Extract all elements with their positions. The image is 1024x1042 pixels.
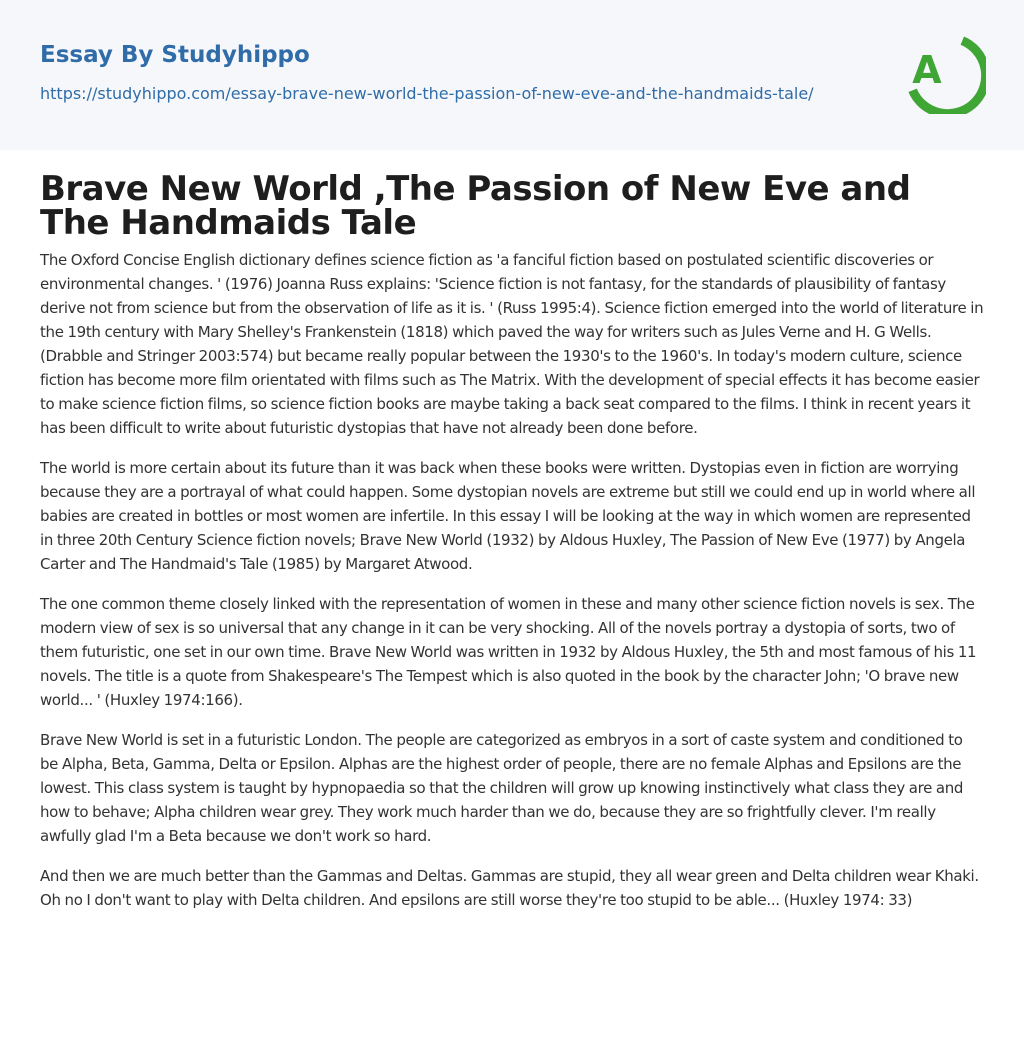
essay-paragraph-4: Brave New World is set in a futuristic London. The people are categorized as embryos in a sort of caste system and conditioned to be Alpha, Beta, Gamma, Delta or Epsilon. Alphas are the highest order of people, there are no female Alphas and Epsilons are the lowest. This class system is taught by hypnopaedia so that the children will grow up knowing instinctively what class they are and how to behave; Alpha children wear grey. They work much harder than we do, because they are so frightfully clever. I'm really awfully glad I'm a Beta because we don't work so hard. bbox=[40, 731, 964, 845]
essay-paragraph-2: The world is more certain about its future than it was back when these books were written. Dystopias even in fiction are worrying because they are a portrayal of what could happen. Some dystopian novels are extreme but still we could end up in world where all babies are created in bottles or most women are infertile. In this essay I will be looking at the way in which women are represented in three 20th Century Science fiction novels; Brave New World (1932) by Aldous Huxley, The Passion of New Eve (1977) by Angela Carter and The Handmaid's Tale (1985) by Margaret Atwood. bbox=[40, 459, 976, 573]
essay-title-line-2: The Handmaids Tale bbox=[40, 203, 417, 243]
site-header bbox=[0, 0, 1024, 150]
essay-title bbox=[40, 169, 984, 243]
logo-letter: A bbox=[912, 48, 942, 92]
essay-paragraph-3: The one common theme closely linked with the representation of women in these and many other science fiction novels is sex. The modern view of sex is so universal that any change in it can be very shocking. All of the novels portray a dystopia of sorts, two of them futuristic, one set in our own time. Brave New World was written in 1932 by Aldous Huxley, the 5th and most famous of his 11 novels. The title is a quote from Shakespeare's The Tempest which is also quoted in the book by the character John; 'O brave new world... ' (Huxley 1974:166). bbox=[40, 595, 977, 709]
essay-title-line-1: Brave New World ,The Passion of New Eve and bbox=[40, 169, 911, 209]
essay-paragraph-1: The Oxford Concise English dictionary defines science fiction as 'a fanciful fiction based on postulated scientific discoveries or environmental changes. ' (1976) Joanna Russ explains: 'Science fiction is not fantasy, for the standards of plausibility of fantasy derive not from science but from the observation of life as it is. ' (Russ 1995:4). Science fiction emerged into the world of literature in the 19th century with Mary Shelley's Frankenstein (1818) which paved the way for writers such as Jules Verne and H. G Wells. (Drabble and Stringer 2003:574) but became really popular between the 1930's to the 1960's. In today's modern culture, science fiction has become more film orientated with films such as The Matrix. With the development of special effects it has become easier to make science fiction films, so science fiction books are maybe taking a back seat compared to the films. I think in recent years it has been difficult to write about futuristic dystopias that have not already been done before. bbox=[40, 251, 984, 437]
essay-paragraph-5: And then we are much better than the Gammas and Deltas. Gammas are stupid, they all wear green and Delta children wear Khaki. Oh no I don't want to play with Delta children. And epsilons are still worse they're too stupid to be able... (Huxley 1974: 33) bbox=[40, 867, 979, 909]
studyhippo-logo-icon[interactable] bbox=[900, 28, 986, 114]
site-name[interactable]: Essay By Studyhippo bbox=[40, 42, 310, 68]
source-url-link[interactable]: https://studyhippo.com/essay-brave-new-world-the-passion-of-new-eve-and-the-handmaids-tale/ bbox=[40, 84, 814, 103]
essay-content bbox=[0, 169, 1024, 912]
